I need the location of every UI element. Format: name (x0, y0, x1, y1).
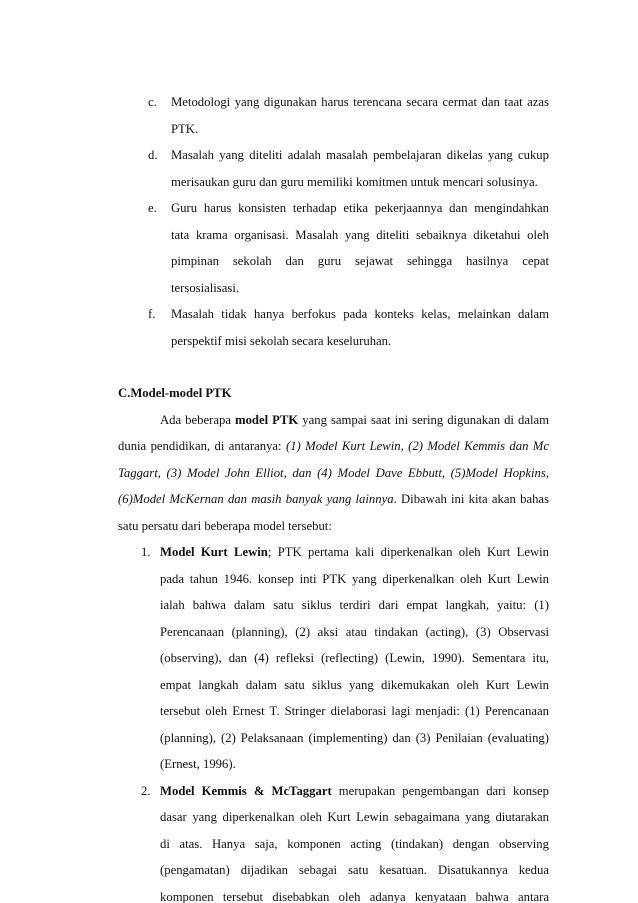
list-marker: c. (148, 95, 157, 109)
list-marker: d. (148, 148, 158, 162)
list-item-line: (Ernest, 1996). (160, 757, 236, 771)
paragraph-line (160, 407, 549, 434)
paragraph-line (118, 460, 549, 487)
list-item-line: (observing), dan (4) refleksi (reflecting) (Lewin, 1990). Sementara itu, (160, 651, 549, 665)
list-item-line: ialah bahwa dalam satu siklus terdiri dari empat langkah, yaitu: (1) (160, 598, 549, 612)
list-item-line: Metodologi yang digunakan harus terencana secara cermat dan taat azas (171, 95, 549, 109)
list-item-line: (pengamatan) dijadikan sebagai satu kesatuan. Disatukannya kedua (160, 863, 549, 877)
text-run: yang sampai saat ini sering digunakan di dalam (298, 412, 549, 427)
paragraph-line (118, 486, 549, 513)
italic-run: (6)Model McKernan dan masih banyak yang lainnya (118, 492, 394, 506)
text-run: dunia pendidikan, di antaranya: (118, 439, 286, 453)
paragraph-line: satu persatu dari beberapa model tersebut: (118, 518, 332, 533)
list-item-line: Guru harus konsisten terhadap etika pekerjaannya dan mengindahkan (171, 201, 549, 215)
list-marker: e. (148, 201, 157, 215)
list-item-line: empat langkah dalam satu siklus yang dikemukakan oleh Kurt Lewin (160, 677, 549, 692)
bold-term: Model Kemmis & McTaggart (160, 783, 332, 798)
list-item-line: Masalah yang diteliti adalah masalah pembelajaran dikelas yang cukup (171, 148, 549, 162)
list-item-line: tersebut oleh Ernest T. Stringer dielaborasi lagi menjadi: (1) Perencanaan (160, 704, 549, 718)
text-run: . Dibawah ini kita akan bahas (393, 492, 549, 506)
list-item-line: pada tahun 1946. konsep inti PTK yang diperkenalkan oleh Kurt Lewin (160, 571, 549, 586)
italic-run: (1) Model Kurt Lewin, (2) Model Kemmis dan Mc (285, 439, 549, 453)
text-run: merupakan pengembangan dari konsep (331, 783, 549, 798)
bold-term: Model Kurt Lewin (160, 545, 268, 559)
list-item-line (160, 778, 549, 805)
paragraph-line (118, 433, 549, 460)
list-item-line: perspektif misi sekolah secara keseluruhan. (171, 333, 392, 348)
bold-term: model PTK (235, 412, 299, 427)
list-item-line: Masalah tidak hanya berfokus pada konteks kelas, melainkan dalam (171, 307, 549, 321)
list-item-line: komponen tersebut disebabkan oleh adanya kenyataan bahwa antara (160, 889, 549, 903)
list-item-line: merisaukan guru dan guru memiliki komitmen untuk mencari solusinya. (171, 174, 538, 189)
text-run: Ada beberapa (160, 412, 235, 427)
list-item-line: tersosialisasi. (171, 280, 240, 295)
list-item-line: Perencanaan (planning), (2) aksi atau tindakan (acting), (3) Observasi (160, 624, 549, 639)
list-item-line (160, 539, 549, 566)
italic-run: Taggart, (3) Model John Elliot, dan (4) Model Dave Ebbutt, (5)Model Hopkins, (118, 465, 549, 480)
list-item-line: dasar yang diperkenalkan oleh Kurt Lewin sebagaimana yang diutarakan (160, 810, 549, 824)
list-item-line: tata krama organisasi. Masalah yang diteliti sebaiknya diketahui oleh (171, 227, 549, 242)
list-number: 2. (141, 783, 151, 798)
text-run: ; PTK pertama kali diperkenalkan oleh Kurt Lewin (267, 545, 549, 559)
section-heading: C.Model-model PTK (118, 386, 232, 400)
list-number: 1. (141, 545, 151, 559)
list-item-line: di atas. Hanya saja, komponen acting (tindakan) dengan observing (160, 836, 549, 851)
list-item-line: PTK. (171, 121, 199, 136)
list-marker: f. (148, 307, 156, 321)
list-item-line: pimpinan sekolah dan guru sejawat sehingga hasilnya cepat (171, 254, 549, 268)
list-item-line: (planning), (2) Pelaksanaan (implementing) dan (3) Penilaian (evaluating) (160, 730, 549, 745)
